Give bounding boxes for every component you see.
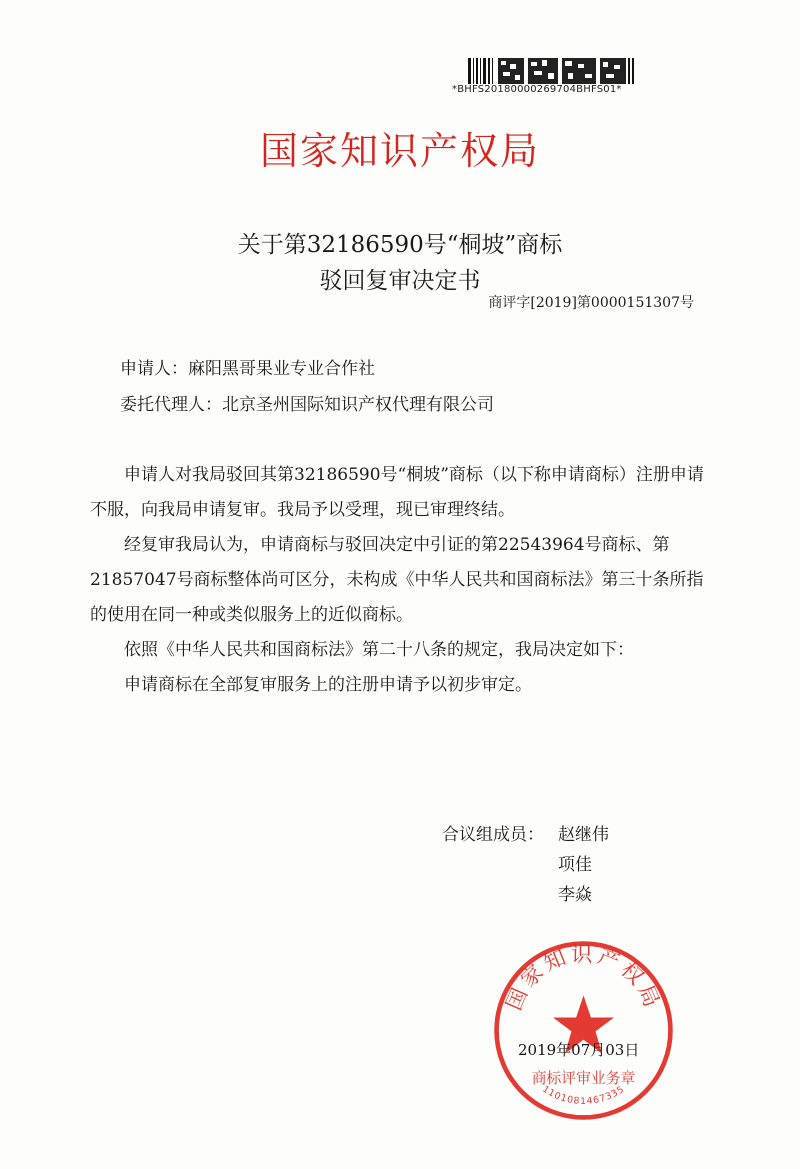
- agent-label: 委托代理人：: [120, 395, 222, 415]
- agent-field: [120, 390, 494, 415]
- paragraph-review-finding: 经复审我局认为，申请商标与驳回决定中引证的第22543964号商标、第21857047号商标整体尚可区分，未构成《中华人民共和国商标法》第三十条所指的使用在同一种或类似服务上的近似商标。: [90, 535, 704, 625]
- seal-top-text: 国家知识产权局: [501, 942, 666, 1015]
- paragraph-decision: 申请商标在全部复审服务上的注册申请予以初步审定。: [124, 675, 532, 695]
- decision-date: 2019年07月03日: [518, 1041, 640, 1059]
- official-seal: [491, 938, 676, 1123]
- barcode: [468, 56, 634, 86]
- decision-title-line-2: 驳回复审决定书: [319, 268, 481, 294]
- agent-value: 北京圣州国际知识产权代理有限公司: [222, 395, 494, 415]
- applicant-field: [120, 354, 375, 379]
- agency-title: 国家知识产权局: [259, 129, 540, 173]
- barcode-number: *BHFS20180000269704BHFS01*: [452, 84, 622, 95]
- applicant-label: 申请人：: [120, 359, 188, 379]
- seal-serial: 1101081467335: [540, 1083, 627, 1107]
- document-number: 商评字[2019]第0000151307号: [488, 295, 694, 311]
- paragraph-legal-basis: 依照《中华人民共和国商标法》第二十八条的规定，我局决定如下：: [124, 640, 634, 660]
- panel-label: 合议组成员：: [442, 825, 544, 845]
- panel-member: 赵继伟: [558, 825, 609, 845]
- applicant-value: 麻阳黑哥果业专业合作社: [188, 359, 375, 379]
- panel-member: 李焱: [558, 885, 592, 905]
- panel-member: 项佳: [558, 855, 592, 875]
- paragraph-request: 申请人对我局驳回其第32186590号“桐坡”商标（以下称申请商标）注册申请不服，向我局申请复审。我局予以受理，现已审理终结。: [90, 465, 704, 520]
- decision-title-line-1: 关于第32186590号“桐坡”商标: [237, 232, 563, 258]
- seal-bottom-text: 商标评审业务章: [531, 1070, 636, 1088]
